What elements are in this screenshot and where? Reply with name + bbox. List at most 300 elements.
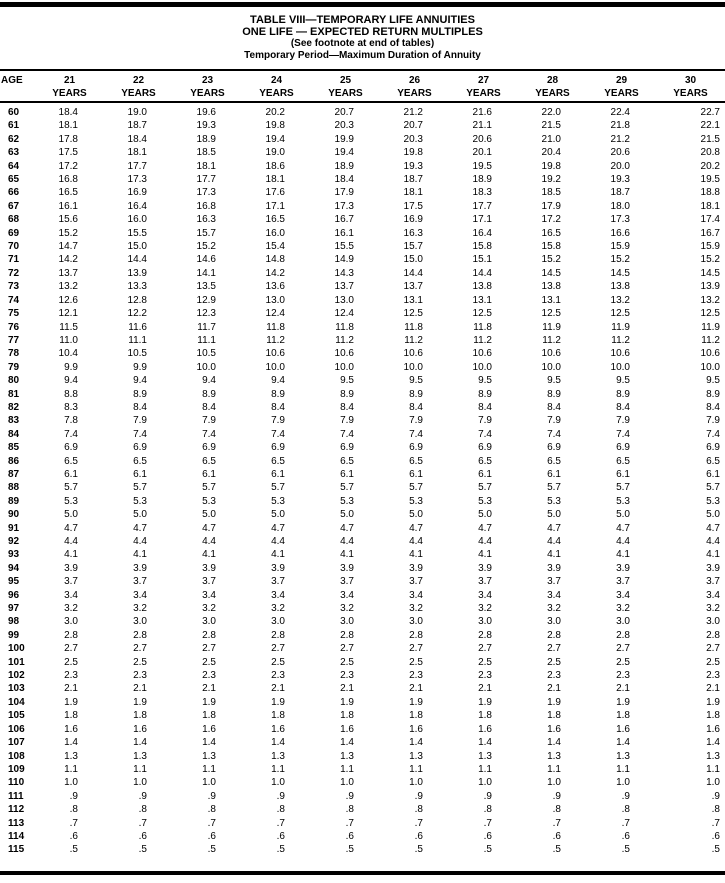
multiple-cell: .9 bbox=[711, 790, 720, 802]
multiple-cell: 1.0 bbox=[409, 777, 423, 789]
multiple-cell: 8.9 bbox=[409, 388, 423, 400]
multiple-cell: .5 bbox=[621, 844, 630, 856]
multiple-cell: 11.9 bbox=[611, 321, 630, 333]
multiple-cell: 12.5 bbox=[472, 308, 492, 320]
bottom-rule bbox=[0, 871, 725, 875]
multiple-cell: 5.7 bbox=[478, 482, 492, 494]
multiple-cell: 18.7 bbox=[610, 187, 630, 199]
multiple-cell: 2.3 bbox=[340, 670, 354, 682]
multiple-cell: 3.4 bbox=[202, 589, 216, 601]
multiple-cell: 2.3 bbox=[706, 670, 720, 682]
multiple-cell: 8.4 bbox=[271, 401, 285, 413]
multiple-cell: 11.8 bbox=[404, 321, 423, 333]
multiple-cell: .5 bbox=[711, 844, 720, 856]
multiple-cell: 2.7 bbox=[202, 643, 216, 655]
multiple-cell: 5.7 bbox=[271, 482, 285, 494]
multiple-cell: 3.4 bbox=[409, 589, 423, 601]
multiple-cell: 1.1 bbox=[547, 763, 561, 775]
age-cell: 72 bbox=[8, 267, 20, 279]
multiple-cell: 2.5 bbox=[409, 656, 423, 668]
multiple-cell: 21.2 bbox=[610, 133, 630, 145]
multiple-cell: 5.0 bbox=[409, 509, 423, 521]
multiple-cell: 19.2 bbox=[541, 174, 561, 186]
multiple-cell: 2.3 bbox=[547, 670, 561, 682]
multiple-cell: 1.9 bbox=[64, 696, 78, 708]
year-number: 21 bbox=[63, 75, 76, 86]
multiple-cell: .8 bbox=[711, 804, 720, 816]
multiple-cell: 6.9 bbox=[706, 442, 720, 454]
multiple-cell: 16.1 bbox=[58, 200, 78, 212]
multiple-cell: 15.1 bbox=[472, 254, 492, 266]
multiple-cell: 7.9 bbox=[271, 415, 285, 427]
multiple-cell: 1.8 bbox=[706, 710, 720, 722]
multiple-cell: 1.4 bbox=[616, 737, 630, 749]
age-cell: 78 bbox=[8, 348, 20, 360]
table-row bbox=[0, 790, 725, 803]
multiple-cell: 10.6 bbox=[700, 348, 720, 360]
multiple-cell: 2.7 bbox=[547, 643, 561, 655]
multiple-cell: 21.5 bbox=[700, 133, 720, 145]
multiple-cell: 15.7 bbox=[196, 227, 216, 239]
multiple-cell: 21.5 bbox=[541, 120, 561, 132]
multiple-cell: 2.1 bbox=[64, 683, 78, 695]
multiple-cell: 22.7 bbox=[700, 107, 720, 118]
multiple-cell: 4.1 bbox=[202, 549, 216, 561]
multiple-cell: .5 bbox=[138, 844, 147, 856]
multiple-cell: 3.4 bbox=[478, 589, 492, 601]
multiple-cell: 2.8 bbox=[616, 629, 630, 641]
multiple-cell: 10.0 bbox=[541, 361, 561, 373]
multiple-cell: .7 bbox=[207, 817, 216, 829]
multiple-cell: 3.9 bbox=[202, 562, 216, 574]
multiple-cell: 4.4 bbox=[133, 536, 147, 547]
age-cell: 92 bbox=[8, 536, 20, 547]
multiple-cell: 13.8 bbox=[541, 281, 561, 293]
multiple-cell: 17.7 bbox=[196, 174, 216, 186]
multiple-cell: .8 bbox=[276, 804, 285, 816]
multiple-cell: 1.6 bbox=[547, 723, 561, 735]
multiple-cell: 6.9 bbox=[340, 442, 354, 454]
age-cell: 84 bbox=[8, 428, 20, 440]
multiple-cell: 1.4 bbox=[409, 737, 423, 749]
table-row bbox=[0, 656, 725, 669]
multiple-cell: 2.8 bbox=[271, 629, 285, 641]
multiple-cell: 1.6 bbox=[271, 723, 285, 735]
multiple-cell: 2.1 bbox=[478, 683, 492, 695]
multiple-cell: 17.5 bbox=[58, 147, 78, 159]
multiple-cell: 6.9 bbox=[202, 442, 216, 454]
multiple-cell: 16.6 bbox=[610, 227, 630, 239]
multiple-cell: 6.1 bbox=[478, 468, 492, 480]
multiple-cell: 3.2 bbox=[478, 603, 492, 615]
multiple-cell: 15.5 bbox=[127, 227, 147, 239]
multiple-cell: 1.8 bbox=[409, 710, 423, 722]
multiple-cell: 2.5 bbox=[64, 656, 78, 668]
multiple-cell: .7 bbox=[552, 817, 561, 829]
table-row bbox=[0, 817, 725, 830]
multiple-cell: 19.3 bbox=[403, 160, 423, 172]
multiple-cell: 2.8 bbox=[133, 629, 147, 641]
multiple-cell: 2.3 bbox=[478, 670, 492, 682]
table-row bbox=[0, 522, 725, 535]
multiple-cell: 7.4 bbox=[340, 428, 354, 440]
multiple-cell: 7.4 bbox=[202, 428, 216, 440]
age-cell: 70 bbox=[8, 241, 20, 253]
multiple-cell: 6.1 bbox=[706, 468, 720, 480]
multiple-cell: 11.2 bbox=[473, 334, 492, 346]
multiple-cell: .5 bbox=[276, 844, 285, 856]
multiple-cell: 1.8 bbox=[202, 710, 216, 722]
multiple-cell: 18.1 bbox=[196, 160, 216, 172]
table-row bbox=[0, 495, 725, 508]
multiple-cell: 2.8 bbox=[202, 629, 216, 641]
table-row bbox=[0, 441, 725, 454]
multiple-cell: 8.9 bbox=[271, 388, 285, 400]
multiple-cell: 15.7 bbox=[403, 241, 423, 253]
table-row bbox=[0, 213, 725, 226]
age-cell: 105 bbox=[8, 710, 25, 722]
multiple-cell: .5 bbox=[552, 844, 561, 856]
year-number: 28 bbox=[546, 75, 559, 86]
multiple-cell: 9.5 bbox=[409, 375, 423, 387]
multiple-cell: .9 bbox=[552, 790, 561, 802]
multiple-cell: 18.7 bbox=[127, 120, 147, 132]
age-cell: 99 bbox=[8, 629, 20, 641]
multiple-cell: 5.0 bbox=[133, 509, 147, 521]
age-cell: 67 bbox=[8, 200, 20, 212]
year-column-header bbox=[518, 71, 587, 102]
multiple-cell: 18.5 bbox=[196, 147, 216, 159]
multiple-cell: 3.4 bbox=[340, 589, 354, 601]
table-row bbox=[0, 102, 725, 119]
multiple-cell: 5.3 bbox=[478, 495, 492, 507]
age-cell: 77 bbox=[8, 334, 20, 346]
multiple-cell: 1.1 bbox=[340, 763, 354, 775]
multiple-cell: 16.5 bbox=[541, 227, 561, 239]
multiple-cell: 18.3 bbox=[472, 187, 492, 199]
table-row bbox=[0, 843, 725, 856]
multiple-cell: 10.0 bbox=[334, 361, 354, 373]
multiple-cell: .5 bbox=[414, 844, 423, 856]
multiple-cell: .8 bbox=[483, 804, 492, 816]
table-row bbox=[0, 723, 725, 736]
multiple-cell: 16.1 bbox=[334, 227, 354, 239]
multiple-cell: 16.3 bbox=[403, 227, 423, 239]
multiple-cell: 5.7 bbox=[64, 482, 78, 494]
multiple-cell: 6.5 bbox=[202, 455, 216, 467]
multiple-cell: .5 bbox=[483, 844, 492, 856]
multiple-cell: 15.0 bbox=[127, 241, 147, 253]
multiple-cell: 18.1 bbox=[265, 174, 285, 186]
multiple-cell: 3.2 bbox=[409, 603, 423, 615]
multiple-cell: 5.0 bbox=[547, 509, 561, 521]
multiple-cell: 8.4 bbox=[202, 401, 216, 413]
year-suffix: YEARS bbox=[673, 88, 708, 99]
multiple-cell: 1.9 bbox=[706, 696, 720, 708]
multiple-cell: 11.9 bbox=[542, 321, 561, 333]
multiple-cell: 18.1 bbox=[403, 187, 423, 199]
age-cell: 94 bbox=[8, 562, 20, 574]
multiple-cell: 2.8 bbox=[547, 629, 561, 641]
multiple-cell: 6.5 bbox=[133, 455, 147, 467]
age-cell: 95 bbox=[8, 576, 20, 588]
multiple-cell: 2.1 bbox=[271, 683, 285, 695]
multiple-cell: 1.1 bbox=[202, 763, 216, 775]
multiple-cell: 15.0 bbox=[403, 254, 423, 266]
multiple-cell: 12.5 bbox=[610, 308, 630, 320]
multiple-cell: 19.8 bbox=[403, 147, 423, 159]
table-row bbox=[0, 267, 725, 280]
multiple-cell: 11.8 bbox=[335, 321, 354, 333]
multiple-cell: 1.3 bbox=[478, 750, 492, 762]
multiple-cell: 6.9 bbox=[547, 442, 561, 454]
multiple-cell: 6.1 bbox=[340, 468, 354, 480]
multiple-cell: 7.9 bbox=[202, 415, 216, 427]
multiple-cell: 17.2 bbox=[541, 214, 561, 226]
multiple-cell: 11.2 bbox=[611, 334, 630, 346]
multiple-cell: .9 bbox=[483, 790, 492, 802]
multiple-cell: 5.3 bbox=[409, 495, 423, 507]
multiple-cell: 20.7 bbox=[403, 120, 423, 132]
multiple-cell: 1.0 bbox=[547, 777, 561, 789]
multiple-cell: 1.3 bbox=[271, 750, 285, 762]
multiple-cell: .6 bbox=[621, 830, 630, 842]
table-row bbox=[0, 562, 725, 575]
multiple-cell: 7.4 bbox=[64, 428, 78, 440]
year-number: 23 bbox=[201, 75, 214, 86]
multiple-cell: 16.8 bbox=[196, 200, 216, 212]
multiple-cell: 8.9 bbox=[478, 388, 492, 400]
year-suffix: YEARS bbox=[52, 88, 87, 99]
multiple-cell: 4.7 bbox=[616, 522, 630, 534]
multiple-cell: 13.5 bbox=[196, 281, 216, 293]
table-row bbox=[0, 750, 725, 763]
multiple-cell: 18.9 bbox=[472, 174, 492, 186]
table-row bbox=[0, 548, 725, 561]
multiple-cell: 2.7 bbox=[271, 643, 285, 655]
multiple-cell: 15.2 bbox=[610, 254, 630, 266]
table-row bbox=[0, 347, 725, 360]
age-cell: 65 bbox=[8, 174, 20, 186]
multiple-cell: 3.2 bbox=[616, 603, 630, 615]
multiple-cell: 6.5 bbox=[340, 455, 354, 467]
multiple-cell: 2.8 bbox=[340, 629, 354, 641]
table-row bbox=[0, 508, 725, 521]
multiple-cell: 1.3 bbox=[616, 750, 630, 762]
multiple-cell: 1.9 bbox=[547, 696, 561, 708]
multiple-cell: 2.5 bbox=[616, 656, 630, 668]
multiple-cell: 3.4 bbox=[271, 589, 285, 601]
multiple-cell: .9 bbox=[207, 790, 216, 802]
multiple-cell: 19.3 bbox=[196, 120, 216, 132]
multiple-cell: 16.4 bbox=[127, 200, 147, 212]
multiple-cell: 4.1 bbox=[340, 549, 354, 561]
multiple-cell: 5.7 bbox=[133, 482, 147, 494]
year-column-header bbox=[242, 71, 311, 102]
multiple-cell: 3.9 bbox=[547, 562, 561, 574]
multiple-cell: 13.2 bbox=[58, 281, 78, 293]
multiple-cell: 4.7 bbox=[133, 522, 147, 534]
multiple-cell: 1.1 bbox=[409, 763, 423, 775]
multiple-cell: 1.0 bbox=[271, 777, 285, 789]
multiple-cell: 13.0 bbox=[334, 294, 354, 306]
multiple-cell: 19.6 bbox=[196, 107, 216, 118]
multiple-cell: .6 bbox=[483, 830, 492, 842]
age-cell: 71 bbox=[8, 254, 20, 266]
multiple-cell: 2.8 bbox=[409, 629, 423, 641]
multiple-cell: 4.1 bbox=[547, 549, 561, 561]
age-cell: 82 bbox=[8, 401, 20, 413]
multiple-cell: 10.6 bbox=[265, 348, 285, 360]
year-suffix: YEARS bbox=[535, 88, 570, 99]
multiple-cell: 19.9 bbox=[334, 133, 354, 145]
multiple-cell: 4.4 bbox=[706, 536, 720, 547]
multiple-cell: 1.9 bbox=[340, 696, 354, 708]
multiple-cell: 18.1 bbox=[58, 120, 78, 132]
multiple-cell: 3.2 bbox=[547, 603, 561, 615]
multiple-cell: 4.4 bbox=[271, 536, 285, 547]
table-row bbox=[0, 709, 725, 722]
multiple-cell: 7.4 bbox=[616, 428, 630, 440]
multiple-cell: 19.4 bbox=[334, 147, 354, 159]
multiple-cell: 2.5 bbox=[547, 656, 561, 668]
multiple-cell: .5 bbox=[207, 844, 216, 856]
multiple-cell: 2.7 bbox=[133, 643, 147, 655]
multiple-cell: 11.2 bbox=[335, 334, 354, 346]
multiple-cell: 17.8 bbox=[58, 133, 78, 145]
multiple-cell: 22.1 bbox=[700, 120, 720, 132]
multiple-cell: 3.2 bbox=[202, 603, 216, 615]
multiple-cell: 18.5 bbox=[541, 187, 561, 199]
multiple-cell: 6.1 bbox=[202, 468, 216, 480]
age-cell: 108 bbox=[8, 750, 25, 762]
multiple-cell: 1.3 bbox=[133, 750, 147, 762]
year-number: 25 bbox=[339, 75, 352, 86]
table-row bbox=[0, 696, 725, 709]
age-cell: 60 bbox=[8, 107, 20, 118]
multiple-cell: 3.9 bbox=[706, 562, 720, 574]
multiple-cell: 1.0 bbox=[133, 777, 147, 789]
multiple-cell: 18.8 bbox=[700, 187, 720, 199]
multiple-cell: 5.7 bbox=[616, 482, 630, 494]
multiple-cell: 12.4 bbox=[265, 308, 285, 320]
multiple-cell: 6.9 bbox=[409, 442, 423, 454]
age-cell: 86 bbox=[8, 455, 20, 467]
multiple-cell: 4.1 bbox=[616, 549, 630, 561]
year-column-header bbox=[173, 71, 242, 102]
age-cell: 90 bbox=[8, 509, 20, 521]
multiple-cell: 12.5 bbox=[541, 308, 561, 320]
multiple-cell: 1.1 bbox=[706, 763, 720, 775]
multiple-cell: 3.7 bbox=[271, 576, 285, 588]
multiple-cell: 5.0 bbox=[706, 509, 720, 521]
multiple-cell: 13.8 bbox=[610, 281, 630, 293]
table-row bbox=[0, 602, 725, 615]
multiple-cell: 1.6 bbox=[409, 723, 423, 735]
multiple-cell: 18.6 bbox=[265, 160, 285, 172]
table-row bbox=[0, 227, 725, 240]
multiple-cell: 1.1 bbox=[616, 763, 630, 775]
multiple-cell: 9.4 bbox=[202, 375, 216, 387]
multiple-cell: 15.5 bbox=[334, 241, 354, 253]
multiple-cell: 7.4 bbox=[706, 428, 720, 440]
multiple-cell: 12.2 bbox=[127, 308, 147, 320]
year-suffix: YEARS bbox=[190, 88, 225, 99]
multiple-cell: .9 bbox=[345, 790, 354, 802]
multiple-cell: 2.3 bbox=[202, 670, 216, 682]
age-cell: 113 bbox=[8, 817, 25, 829]
multiple-cell: 8.4 bbox=[706, 401, 720, 413]
multiple-cell: 4.1 bbox=[133, 549, 147, 561]
multiple-cell: 1.9 bbox=[616, 696, 630, 708]
multiple-cell: 17.5 bbox=[403, 200, 423, 212]
age-cell: 93 bbox=[8, 549, 20, 561]
multiple-cell: 8.4 bbox=[478, 401, 492, 413]
multiple-cell: 2.5 bbox=[706, 656, 720, 668]
table-row bbox=[0, 830, 725, 843]
multiple-cell: 15.2 bbox=[541, 254, 561, 266]
multiple-cell: 12.5 bbox=[403, 308, 423, 320]
multiple-cell: 1.0 bbox=[706, 777, 720, 789]
multiple-cell: 2.1 bbox=[706, 683, 720, 695]
multiple-cell: 10.6 bbox=[541, 348, 561, 360]
multiple-cell: 7.9 bbox=[547, 415, 561, 427]
multiple-cell: .7 bbox=[276, 817, 285, 829]
multiple-cell: 2.5 bbox=[133, 656, 147, 668]
multiple-cell: 18.1 bbox=[700, 200, 720, 212]
multiple-cell: 14.1 bbox=[196, 267, 216, 279]
multiple-cell: 1.0 bbox=[202, 777, 216, 789]
year-number: 29 bbox=[615, 75, 628, 86]
year-column-header bbox=[380, 71, 449, 102]
multiple-cell: 7.4 bbox=[547, 428, 561, 440]
multiple-cell: 8.9 bbox=[706, 388, 720, 400]
multiple-cell: .8 bbox=[621, 804, 630, 816]
multiple-cell: 8.4 bbox=[340, 401, 354, 413]
multiple-cell: 3.7 bbox=[478, 576, 492, 588]
multiple-cell: 8.4 bbox=[616, 401, 630, 413]
age-cell: 101 bbox=[8, 656, 25, 668]
multiple-cell: 3.7 bbox=[64, 576, 78, 588]
multiple-cell: 1.8 bbox=[64, 710, 78, 722]
multiple-cell: 6.9 bbox=[271, 442, 285, 454]
multiple-cell: .8 bbox=[138, 804, 147, 816]
multiple-cell: 21.0 bbox=[541, 133, 561, 145]
multiple-cell: .8 bbox=[345, 804, 354, 816]
multiple-cell: 11.0 bbox=[59, 334, 78, 346]
multiple-cell: .5 bbox=[69, 844, 78, 856]
age-cell: 100 bbox=[8, 643, 25, 655]
multiple-cell: 20.1 bbox=[472, 147, 492, 159]
table-row bbox=[0, 361, 725, 374]
multiple-cell: 10.0 bbox=[700, 361, 720, 373]
multiple-cell: 7.9 bbox=[616, 415, 630, 427]
multiple-cell: 21.2 bbox=[403, 107, 423, 118]
multiple-cell: 4.4 bbox=[547, 536, 561, 547]
multiple-cell: 1.3 bbox=[202, 750, 216, 762]
multiple-cell: .9 bbox=[69, 790, 78, 802]
multiple-cell: 13.7 bbox=[58, 267, 78, 279]
table-body bbox=[0, 102, 725, 857]
multiple-cell: 4.1 bbox=[706, 549, 720, 561]
multiple-cell: 6.5 bbox=[64, 455, 78, 467]
table-row bbox=[0, 173, 725, 186]
multiple-cell: 9.5 bbox=[706, 375, 720, 387]
multiple-cell: 5.7 bbox=[706, 482, 720, 494]
multiple-cell: 15.2 bbox=[196, 241, 216, 253]
multiple-cell: 14.5 bbox=[610, 267, 630, 279]
multiple-cell: 6.5 bbox=[271, 455, 285, 467]
